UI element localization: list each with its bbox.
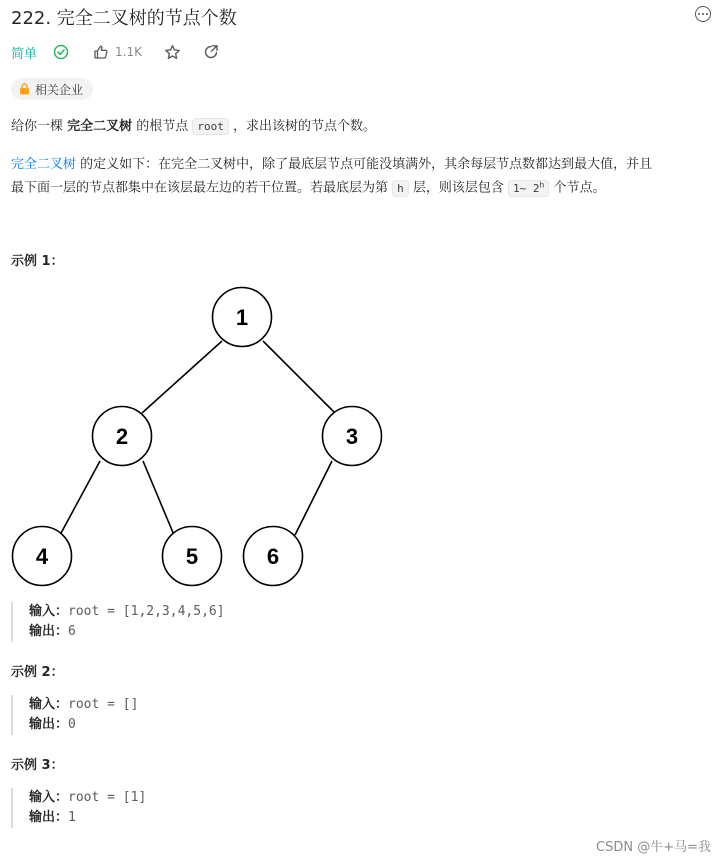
example-2-block bbox=[11, 695, 429, 735]
output-label: 输出： bbox=[29, 717, 69, 732]
related-companies-tag[interactable] bbox=[11, 78, 93, 100]
text: 最下面一层的节点都集中在该层最左边的若干位置。若最底层为第 bbox=[11, 180, 393, 196]
tree-edge bbox=[142, 341, 222, 413]
input-label: 输入： bbox=[29, 697, 69, 712]
lock-icon bbox=[19, 83, 30, 95]
input-value: root = [1,2,3,4,5,6] bbox=[68, 604, 225, 619]
output-label: 输出： bbox=[29, 810, 69, 825]
tree-edge bbox=[295, 461, 332, 535]
tag-label: 相关企业 bbox=[35, 82, 84, 97]
inline-code: root bbox=[192, 118, 229, 135]
text: 层，则该层包含 bbox=[408, 180, 509, 196]
node-label: 6 bbox=[266, 544, 280, 569]
input-value: root = [1] bbox=[68, 790, 147, 805]
like-button[interactable] bbox=[93, 44, 109, 60]
code-text: 1~ 2 bbox=[513, 181, 540, 195]
output-value: 1 bbox=[68, 810, 76, 825]
tree-node-3 bbox=[323, 407, 382, 466]
tree-edge bbox=[263, 341, 335, 413]
description-paragraph-2 bbox=[11, 155, 716, 199]
input-value: root = [] bbox=[68, 697, 139, 712]
complete-binary-tree-link[interactable]: 完全二叉树 bbox=[11, 157, 77, 172]
output-value: 0 bbox=[68, 717, 76, 732]
share-icon[interactable] bbox=[203, 44, 219, 60]
example-3-title: 示例 3： bbox=[11, 758, 64, 773]
node-label: 5 bbox=[185, 544, 199, 569]
text: ，求出该树的节点个数。 bbox=[228, 119, 377, 134]
example-1-block bbox=[11, 602, 429, 642]
node-label: 4 bbox=[35, 544, 49, 569]
text: 个节点。 bbox=[549, 180, 606, 196]
example-1-title: 示例 1： bbox=[11, 254, 64, 269]
input-label: 输入： bbox=[29, 790, 69, 805]
node-label: 2 bbox=[115, 424, 129, 449]
like-count: 1.1K bbox=[115, 45, 142, 59]
example-3-block bbox=[11, 788, 429, 828]
input-label: 输入： bbox=[29, 604, 69, 619]
output-value: 6 bbox=[68, 624, 76, 639]
problem-title: 222. 完全二叉树的节点个数 bbox=[11, 8, 237, 29]
node-label: 3 bbox=[345, 424, 359, 449]
tree-edge bbox=[143, 461, 174, 535]
tree-node-1 bbox=[213, 288, 272, 347]
star-icon[interactable] bbox=[164, 44, 181, 61]
description-paragraph-1 bbox=[11, 117, 376, 137]
text: 的定义如下：在完全二叉树中，除了最底层节点可能没填满外，其余每层节点数都达到最大值，并且 bbox=[76, 157, 653, 172]
watermark: CSDN @牛+马=我 bbox=[596, 840, 711, 855]
tree-node-4 bbox=[13, 527, 72, 586]
output-label: 输出： bbox=[29, 624, 69, 639]
solved-check-icon bbox=[53, 44, 69, 60]
example-2-title: 示例 2： bbox=[11, 665, 64, 680]
text: 的根节点 bbox=[132, 119, 193, 134]
node-label: 1 bbox=[235, 305, 249, 330]
more-options-icon[interactable] bbox=[695, 6, 711, 22]
tree-node-2 bbox=[93, 407, 152, 466]
difficulty-badge: 简单 bbox=[11, 46, 38, 62]
inline-code: h bbox=[392, 180, 409, 197]
problem-meta-bar bbox=[11, 42, 219, 62]
code-sup: h bbox=[539, 180, 545, 189]
thumbs-up-icon bbox=[93, 44, 109, 60]
text: 给你一棵 bbox=[11, 119, 68, 134]
inline-code bbox=[508, 180, 549, 197]
binary-tree-diagram bbox=[0, 275, 400, 595]
tree-node-5 bbox=[163, 527, 222, 586]
bold-text: 完全二叉树 bbox=[67, 119, 133, 134]
tree-edge bbox=[60, 461, 100, 535]
tree-node-6 bbox=[244, 527, 303, 586]
